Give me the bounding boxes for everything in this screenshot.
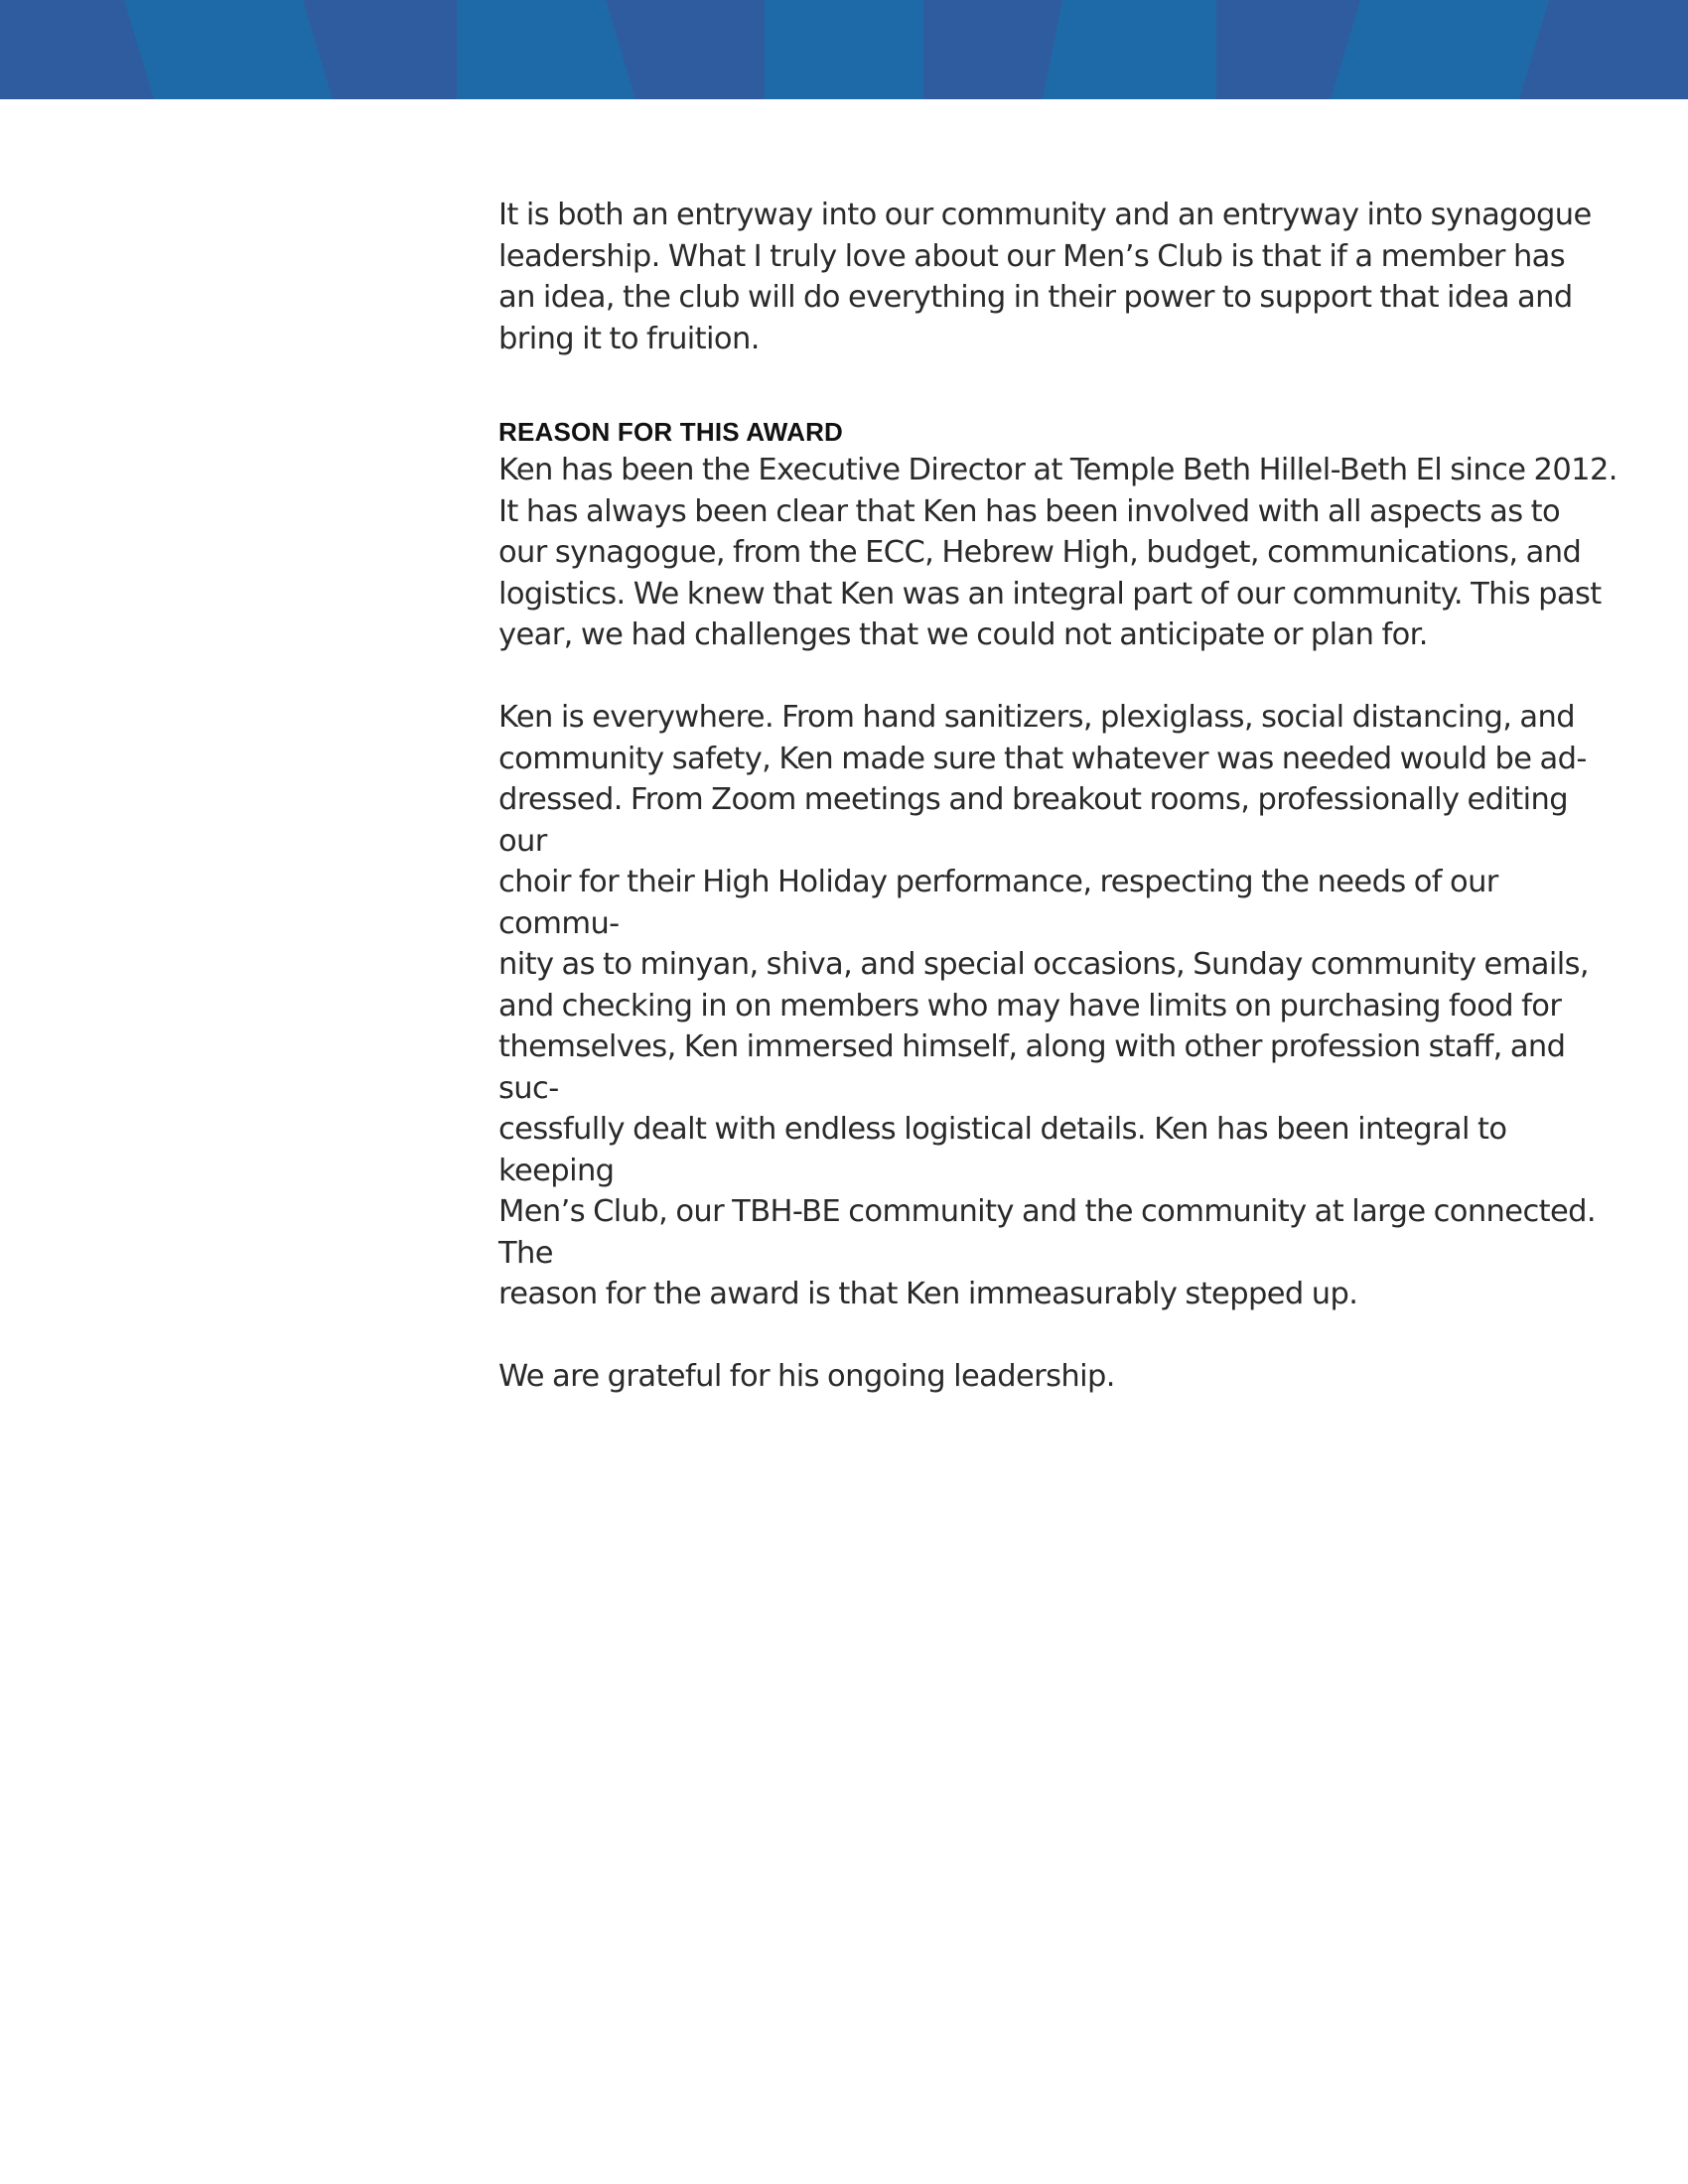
header-stripes bbox=[0, 0, 1688, 99]
award-paragraph-2: Ken is everywhere. From hand sanitizers, plexiglass, social distancing, and community safety, Ken made sure that whatever was needed would be ad- dressed. From Zoom meetings and breakout rooms, professionally editing our choir for their High Holiday performance, respecting the needs of our commu- nity as to minyan, shiva, and special occasions, Sunday community emails, and checking in on members who may have limits on purchasing food for themselves, Ken immersed himself, along with other profession staff, and suc- cessfully dealt with endless logistical details. Ken has been integral to keeping Men’s Club, our TBH-BE community and the community at large connected. The reason for the award is that Ken immeasurably stepped up. bbox=[498, 700, 1597, 1311]
award-paragraph-3: We are grateful for his ongoing leadership. bbox=[498, 1359, 1115, 1394]
award-reason-heading: REASON FOR THIS AWARD bbox=[498, 417, 844, 447]
intro-paragraph: It is both an entryway into our community and an entryway into synagogue leadership. What I truly love about our Men’s Club is that if a member has an idea, the club will do everything in their power to support that idea and bring it to fruition. bbox=[498, 198, 1592, 356]
header-banner bbox=[0, 0, 1688, 99]
award-paragraph-1: Ken has been the Executive Director at Temple Beth Hillel-Beth El since 2012. It has always been clear that Ken has been involved with all aspects as to our synagogue, from the ECC, Hebrew High, budget, communications, and logistics. We knew that Ken was an integral part of our community. This past year, we had challenges that we could not anticipate or plan for. bbox=[498, 453, 1618, 652]
article-body bbox=[498, 195, 1620, 1398]
